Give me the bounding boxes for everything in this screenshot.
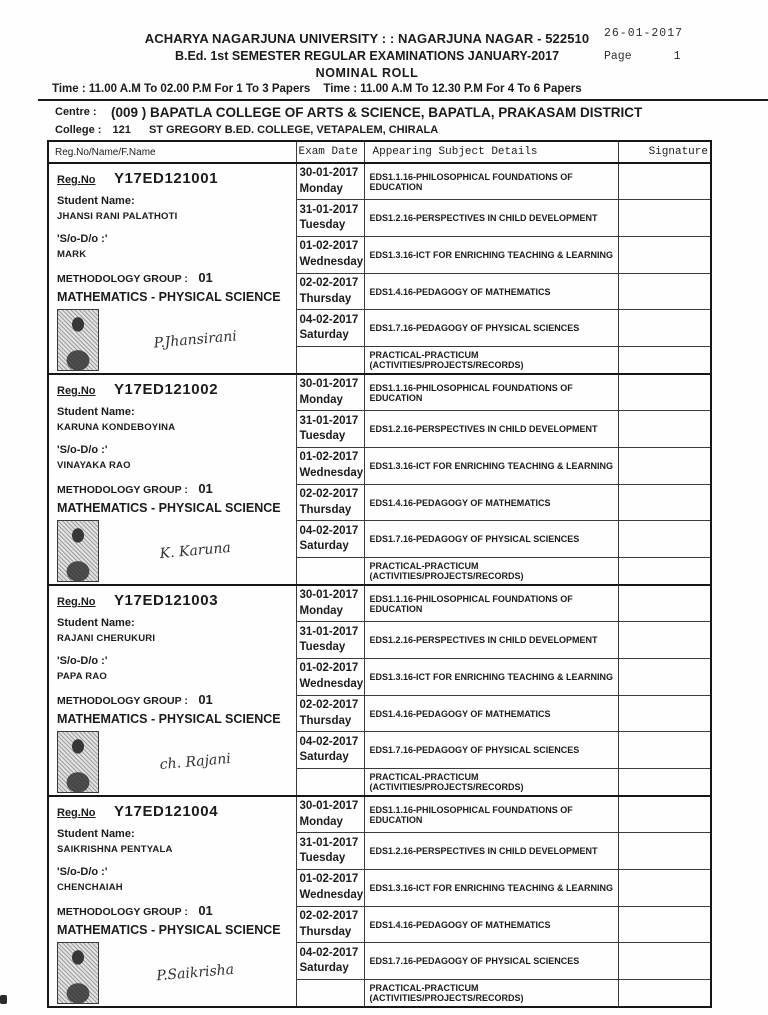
- exam-day: Thursday: [299, 714, 352, 727]
- signature-cell: [618, 236, 711, 273]
- exam-date-cell: [296, 732, 364, 769]
- exam-day: Thursday: [299, 503, 352, 516]
- examination-title: B.Ed. 1st SEMESTER REGULAR EXAMINATIONS JANUARY-2017: [174, 49, 560, 63]
- exam-day: Tuesday: [299, 430, 346, 443]
- regno-value: Y17ED121004: [113, 803, 219, 820]
- student-name-value: KARUNA KONDEBOYINA: [57, 422, 176, 433]
- exam-day: Wednesday: [299, 677, 364, 690]
- signature-cell: [618, 622, 711, 659]
- exam-date-cell: [296, 447, 364, 484]
- exam-date-cell: [296, 833, 364, 870]
- methodology-group-number: 01: [198, 692, 213, 707]
- college-code: 121: [112, 124, 131, 136]
- nominal-roll-table: [47, 140, 712, 1008]
- parent-label: 'S/o-D/o :': [57, 233, 108, 245]
- methodology-group-line: [57, 269, 292, 287]
- student-name-label: Student Name:: [57, 617, 135, 629]
- subject-cell: EDS1.2.16-PERSPECTIVES IN CHILD DEVELOPMENT: [364, 622, 618, 659]
- signature-cell: [618, 558, 711, 585]
- exam-row: [48, 796, 711, 833]
- methodology-group-label: METHODOLOGY GROUP :: [57, 273, 188, 285]
- exam-day: Tuesday: [299, 641, 346, 654]
- exam-date: 01-02-2017: [299, 240, 359, 253]
- signature-cell: [618, 521, 711, 558]
- exam-row: [48, 374, 711, 411]
- centre-value: (009 ) BAPATLA COLLEGE OF ARTS & SCIENCE, BAPATLA, PRAKASAM DISTRICT: [111, 105, 643, 120]
- methodology-group-number: 01: [198, 903, 213, 918]
- subject-cell: EDS1.1.16-PHILOSOPHICAL FOUNDATIONS OF EDUCATION: [364, 796, 618, 833]
- scan-smudge: [0, 995, 7, 1004]
- exam-day: Saturday: [299, 962, 349, 975]
- exam-date-cell: [296, 521, 364, 558]
- methodology-group-line: [57, 691, 292, 709]
- regno-line: [57, 170, 292, 188]
- subject-cell: EDS1.1.16-PHILOSOPHICAL FOUNDATIONS OF EDUCATION: [364, 585, 618, 622]
- exam-times: [52, 83, 752, 95]
- regno-value: Y17ED121002: [113, 381, 219, 398]
- exam-date-cell: [296, 558, 364, 585]
- student-name-value: SAIKRISHNA PENTYALA: [57, 844, 173, 855]
- signature-cell: [618, 585, 711, 622]
- signature-cell: [618, 374, 711, 411]
- methodology-group-label: METHODOLOGY GROUP :: [57, 484, 188, 496]
- exam-date: 30-01-2017: [299, 800, 359, 813]
- subject-cell: EDS1.4.16-PEDAGOGY OF MATHEMATICS: [364, 273, 618, 310]
- parent-label: 'S/o-D/o :': [57, 866, 108, 878]
- subject-cell: PRACTICAL-PRACTICUM (ACTIVITIES/PROJECTS/RECORDS): [364, 347, 618, 374]
- exam-date: 31-01-2017: [299, 836, 359, 849]
- methodology-group-number: 01: [198, 270, 213, 285]
- parent-name-value: PAPA RAO: [57, 671, 107, 682]
- exam-date-cell: [296, 411, 364, 448]
- signature-cell: [618, 869, 711, 906]
- student-name-value: JHANSI RANI PALATHOTI: [57, 211, 178, 222]
- exam-date: 31-01-2017: [299, 414, 359, 427]
- regno-label: Reg.No: [57, 174, 96, 186]
- photo-signature-area: [57, 520, 292, 582]
- signature-cell: [618, 980, 711, 1007]
- exam-date: 01-02-2017: [299, 662, 359, 675]
- subject-cell: EDS1.3.16-ICT FOR ENRICHING TEACHING & LEARNING: [364, 869, 618, 906]
- methodology-subjects: MATHEMATICS - PHYSICAL SCIENCE: [57, 501, 281, 515]
- regno-label: Reg.No: [57, 385, 96, 397]
- methodology-group-number: 01: [198, 481, 213, 496]
- photo-signature-area: [57, 731, 292, 793]
- table-header-row: [48, 141, 711, 163]
- subject-cell: EDS1.4.16-PEDAGOGY OF MATHEMATICS: [364, 484, 618, 521]
- exam-day: Monday: [299, 815, 343, 828]
- signature-cell: [618, 732, 711, 769]
- college-value: ST GREGORY B.ED. COLLEGE, VETAPALEM, CHIRALA: [148, 124, 439, 136]
- student-cell: [48, 163, 296, 374]
- column-header-exam-date: Exam Date: [296, 141, 364, 163]
- exam-date: 02-02-2017: [299, 910, 359, 923]
- exam-date-cell: [296, 310, 364, 347]
- exam-day: Monday: [299, 604, 343, 617]
- methodology-subjects: MATHEMATICS - PHYSICAL SCIENCE: [57, 712, 281, 726]
- exam-date-cell: [296, 943, 364, 980]
- methodology-group-label: METHODOLOGY GROUP :: [57, 906, 188, 918]
- exam-day: Wednesday: [299, 888, 364, 901]
- exam-date: 30-01-2017: [299, 589, 359, 602]
- exam-day: Monday: [299, 393, 343, 406]
- subject-cell: EDS1.4.16-PEDAGOGY OF MATHEMATICS: [364, 906, 618, 943]
- exam-date-cell: [296, 347, 364, 374]
- subject-cell: PRACTICAL-PRACTICUM (ACTIVITIES/PROJECTS/RECORDS): [364, 980, 618, 1007]
- time-slot-2: Time : 11.00 A.M To 12.30 P.M For 4 To 6 Papers: [323, 83, 582, 95]
- exam-date: 04-02-2017: [299, 735, 359, 748]
- signature-cell: [618, 484, 711, 521]
- page-label: Page: [604, 50, 632, 63]
- time-slot-1: Time : 11.00 A.M To 02.00 P.M For 1 To 3 Papers: [52, 83, 311, 95]
- signature-cell: [618, 200, 711, 237]
- subject-cell: EDS1.4.16-PEDAGOGY OF MATHEMATICS: [364, 695, 618, 732]
- exam-day: Saturday: [299, 751, 349, 764]
- subject-cell: EDS1.3.16-ICT FOR ENRICHING TEACHING & LEARNING: [364, 236, 618, 273]
- regno-label: Reg.No: [57, 596, 96, 608]
- parent-name-value: CHENCHAIAH: [57, 882, 123, 893]
- student-name-value: RAJANI CHERUKURI: [57, 633, 156, 644]
- exam-date: 02-02-2017: [299, 699, 359, 712]
- exam-date: 01-02-2017: [299, 451, 359, 464]
- exam-date-cell: [296, 163, 364, 200]
- subject-cell: EDS1.3.16-ICT FOR ENRICHING TEACHING & LEARNING: [364, 447, 618, 484]
- student-cell: [48, 796, 296, 1007]
- student-photo: [57, 942, 99, 1004]
- student-name-label: Student Name:: [57, 406, 135, 418]
- exam-row: [48, 163, 711, 200]
- subject-cell: EDS1.2.16-PERSPECTIVES IN CHILD DEVELOPMENT: [364, 833, 618, 870]
- signature-cell: [618, 411, 711, 448]
- exam-date: 01-02-2017: [299, 873, 359, 886]
- regno-value: Y17ED121003: [113, 592, 219, 609]
- signature-cell: [618, 658, 711, 695]
- exam-date: 31-01-2017: [299, 625, 359, 638]
- signature-cell: [618, 347, 711, 374]
- exam-day: Monday: [299, 182, 343, 195]
- signature-cell: [618, 769, 711, 796]
- signature-cell: [618, 833, 711, 870]
- exam-date: 02-02-2017: [299, 488, 359, 501]
- exam-date-cell: [296, 695, 364, 732]
- page-number: 1: [673, 50, 681, 63]
- print-date: 26-01-2017: [604, 27, 684, 40]
- signature-cell: [618, 906, 711, 943]
- exam-date-cell: [296, 980, 364, 1007]
- column-header-subject-details: Appearing Subject Details: [364, 141, 618, 163]
- parent-label: 'S/o-D/o :': [57, 655, 108, 667]
- exam-date-cell: [296, 869, 364, 906]
- column-header-signature: Signature: [618, 141, 711, 163]
- exam-date: 30-01-2017: [299, 378, 359, 391]
- signature-cell: [618, 310, 711, 347]
- methodology-group-label: METHODOLOGY GROUP :: [57, 695, 188, 707]
- exam-day: Wednesday: [299, 466, 364, 479]
- student-photo: [57, 520, 99, 582]
- student-signature: P.Jhansirani: [153, 328, 238, 352]
- exam-day: Tuesday: [299, 219, 346, 232]
- exam-date: 04-02-2017: [299, 946, 359, 959]
- subject-cell: PRACTICAL-PRACTICUM (ACTIVITIES/PROJECTS/RECORDS): [364, 769, 618, 796]
- exam-day: Wednesday: [299, 255, 364, 268]
- photo-signature-area: [57, 309, 292, 371]
- regno-line: [57, 381, 292, 399]
- regno-line: [57, 592, 292, 610]
- exam-date-cell: [296, 658, 364, 695]
- exam-date-cell: [296, 769, 364, 796]
- subject-cell: EDS1.1.16-PHILOSOPHICAL FOUNDATIONS OF EDUCATION: [364, 163, 618, 200]
- student-photo: [57, 309, 99, 371]
- signature-cell: [618, 273, 711, 310]
- regno-label: Reg.No: [57, 807, 96, 819]
- student-cell: [48, 585, 296, 796]
- subject-cell: EDS1.7.16-PEDAGOGY OF PHYSICAL SCIENCES: [364, 521, 618, 558]
- student-name-label: Student Name:: [57, 828, 135, 840]
- methodology-group-line: [57, 902, 292, 920]
- exam-date-cell: [296, 796, 364, 833]
- exam-date-cell: [296, 200, 364, 237]
- exam-date-cell: [296, 374, 364, 411]
- parent-label: 'S/o-D/o :': [57, 444, 108, 456]
- exam-date-cell: [296, 585, 364, 622]
- subject-cell: EDS1.7.16-PEDAGOGY OF PHYSICAL SCIENCES: [364, 732, 618, 769]
- signature-cell: [618, 163, 711, 200]
- photo-signature-area: [57, 942, 292, 1004]
- signature-cell: [618, 796, 711, 833]
- exam-day: Tuesday: [299, 852, 346, 865]
- subject-cell: EDS1.7.16-PEDAGOGY OF PHYSICAL SCIENCES: [364, 310, 618, 347]
- exam-date: 02-02-2017: [299, 277, 359, 290]
- parent-name-value: MARK: [57, 249, 87, 260]
- student-name-label: Student Name:: [57, 195, 135, 207]
- student-signature: K. Karuna: [159, 539, 232, 563]
- student-signature: ch. Rajani: [159, 750, 232, 774]
- document-header: [47, 31, 687, 80]
- college-line: [55, 124, 755, 136]
- column-header-regno-name: Reg.No/Name/F.Name: [48, 141, 296, 163]
- subject-cell: PRACTICAL-PRACTICUM (ACTIVITIES/PROJECTS/RECORDS): [364, 558, 618, 585]
- signature-cell: [618, 447, 711, 484]
- exam-day: Thursday: [299, 292, 352, 305]
- signature-cell: [618, 695, 711, 732]
- parent-name-value: VINAYAKA RAO: [57, 460, 131, 471]
- subject-cell: EDS1.2.16-PERSPECTIVES IN CHILD DEVELOPMENT: [364, 411, 618, 448]
- student-cell: [48, 374, 296, 585]
- exam-date: 04-02-2017: [299, 313, 359, 326]
- exam-date-cell: [296, 906, 364, 943]
- college-label: College :: [55, 124, 102, 136]
- exam-day: Saturday: [299, 540, 349, 553]
- regno-value: Y17ED121001: [113, 170, 219, 187]
- centre-label: Centre :: [55, 106, 97, 118]
- horizontal-rule: [38, 99, 768, 101]
- exam-date-cell: [296, 236, 364, 273]
- exam-date-cell: [296, 622, 364, 659]
- methodology-group-line: [57, 480, 292, 498]
- exam-day: Saturday: [299, 329, 349, 342]
- exam-date: 31-01-2017: [299, 203, 359, 216]
- methodology-subjects: MATHEMATICS - PHYSICAL SCIENCE: [57, 290, 281, 304]
- signature-cell: [618, 943, 711, 980]
- subject-cell: EDS1.7.16-PEDAGOGY OF PHYSICAL SCIENCES: [364, 943, 618, 980]
- exam-date-cell: [296, 484, 364, 521]
- document-title: NOMINAL ROLL: [315, 66, 419, 80]
- university-title: ACHARYA NAGARJUNA UNIVERSITY : : NAGARJUNA NAGAR - 522510: [144, 31, 590, 46]
- exam-date: 04-02-2017: [299, 524, 359, 537]
- subject-cell: EDS1.3.16-ICT FOR ENRICHING TEACHING & LEARNING: [364, 658, 618, 695]
- subject-cell: EDS1.1.16-PHILOSOPHICAL FOUNDATIONS OF EDUCATION: [364, 374, 618, 411]
- exam-date: 30-01-2017: [299, 167, 359, 180]
- exam-day: Thursday: [299, 925, 352, 938]
- methodology-subjects: MATHEMATICS - PHYSICAL SCIENCE: [57, 923, 281, 937]
- regno-line: [57, 803, 292, 821]
- subject-cell: EDS1.2.16-PERSPECTIVES IN CHILD DEVELOPMENT: [364, 200, 618, 237]
- student-signature: P.Saikrisha: [155, 961, 235, 985]
- student-photo: [57, 731, 99, 793]
- exam-row: [48, 585, 711, 622]
- exam-date-cell: [296, 273, 364, 310]
- centre-line: [55, 104, 755, 122]
